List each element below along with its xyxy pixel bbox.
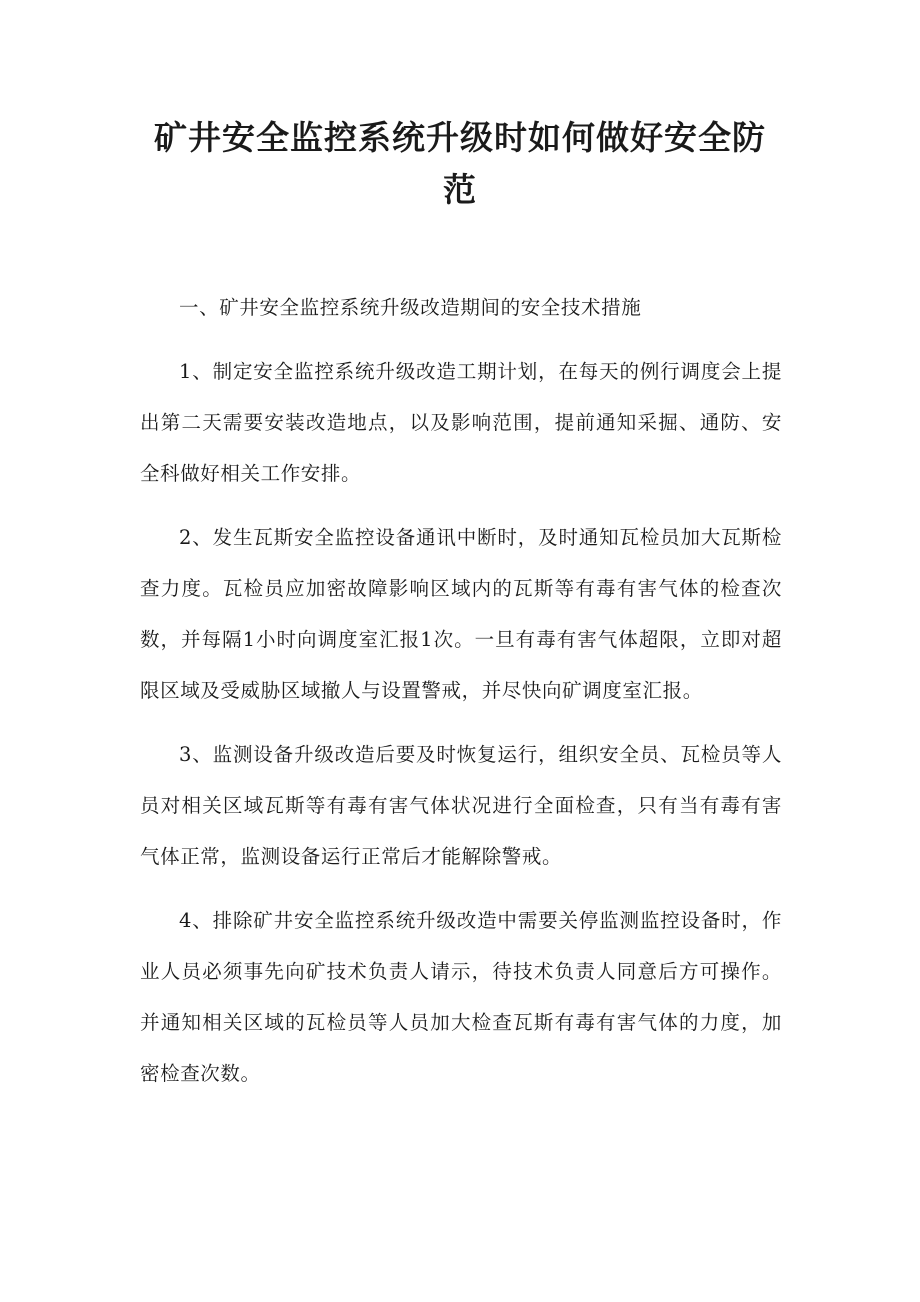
- document-body: [140, 282, 782, 1112]
- paragraph-2: 2、发生瓦斯安全监控设备通讯中断时，及时通知瓦检员加大瓦斯检查力度。瓦检员应加密故障影响区域内的瓦斯等有毒有害气体的检查次数，并每隔1小时向调度室汇报1次。一旦有毒有害气体超限，立即对超限区域及受威胁区域撤人与设置警戒，并尽快向矿调度室汇报。: [140, 526, 782, 702]
- paragraph-3: 3、监测设备升级改造后要及时恢复运行，组织安全员、瓦检员等人员对相关区域瓦斯等有毒有害气体状况进行全面检查，只有当有毒有害气体正常，监测设备运行正常后才能解除警戒。: [140, 743, 782, 868]
- paragraph-1: 1、制定安全监控系统升级改造工期计划，在每天的例行调度会上提出第二天需要安装改造地点，以及影响范围，提前通知采掘、通防、安全科做好相关工作安排。: [140, 360, 782, 485]
- section-heading: 一、矿井安全监控系统升级改造期间的安全技术措施: [179, 296, 642, 319]
- paragraph-4: 4、排除矿井安全监控系统升级改造中需要关停监测监控设备时，作业人员必须事先向矿技术负责人请示，待技术负责人同意后方可操作。并通知相关区域的瓦检员等人员加大检查瓦斯有毒有害气体的力度，加密检查次数。: [140, 909, 782, 1085]
- document-title: 矿井安全监控系统升级时如何做好安全防范: [154, 118, 766, 209]
